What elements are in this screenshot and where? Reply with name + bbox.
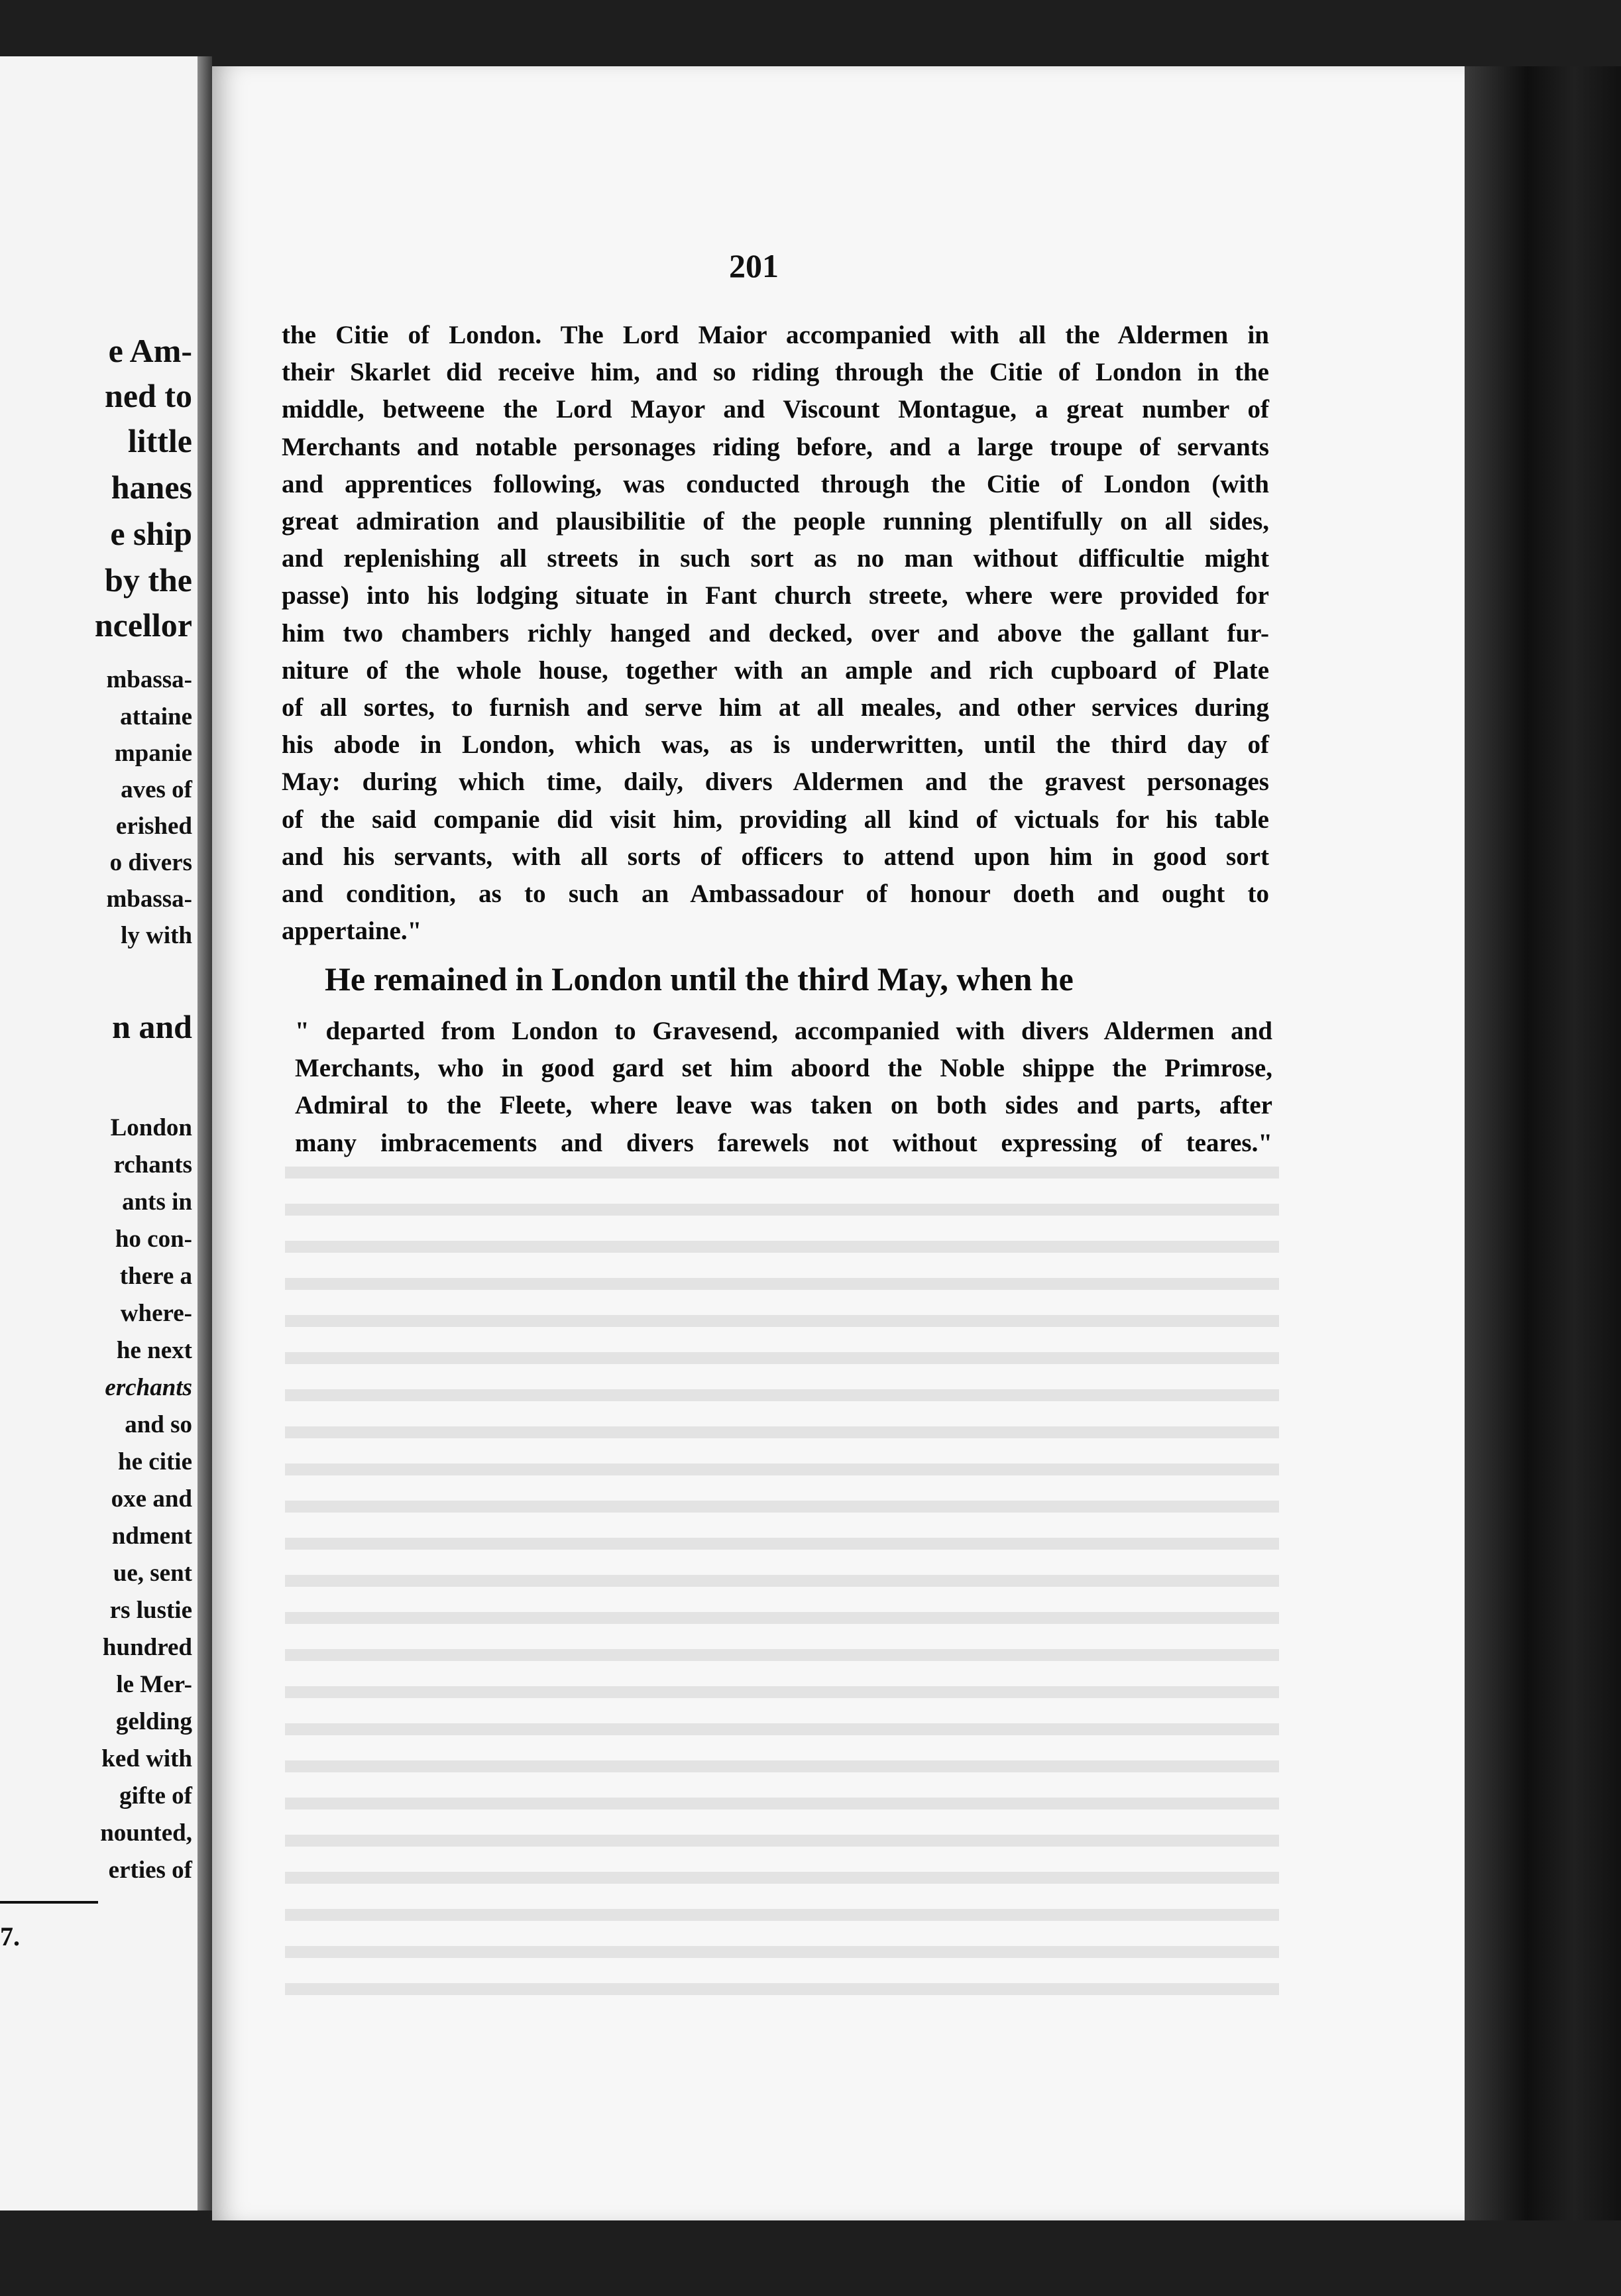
- left-page-line: ndment: [111, 1522, 192, 1550]
- left-page-line: mbassa-: [106, 666, 192, 693]
- text-line: the Citie of London. The Lord Maior accompanied with all the Aldermen in: [282, 321, 1269, 349]
- text-line: of the said companie did visit him, providing all kind of victuals for his table: [282, 805, 1269, 834]
- left-page-line: there a: [119, 1263, 192, 1290]
- text-line: May: during which time, daily, divers Aldermen and the gravest personages: [282, 768, 1269, 797]
- quoted-passage: [282, 317, 1269, 950]
- left-page-line: le Mer-: [116, 1671, 192, 1698]
- text-line: passe) into his lodging situate in Fant church streete, where were provided for: [282, 581, 1269, 610]
- left-page-line: hundred: [102, 1634, 192, 1661]
- text-line: him two chambers richly hanged and decked, over and above the gallant fur-: [282, 618, 1269, 648]
- left-page-line: hanes: [111, 469, 192, 506]
- left-page-line: oxe and: [111, 1485, 192, 1513]
- left-page-line: nounted,: [100, 1819, 192, 1847]
- left-page-line: ho con-: [115, 1226, 192, 1253]
- left-page-line: ncellor: [94, 606, 192, 644]
- left-page-line: London: [110, 1114, 192, 1141]
- text-line: and his servants, with all sorts of officers to attend upon him in good sort: [282, 842, 1269, 871]
- text-line: appertaine.": [282, 917, 422, 946]
- left-page-line: ue, sent: [113, 1560, 192, 1587]
- left-page-line: e Am-: [108, 332, 192, 369]
- text-line: of all sortes, to furnish and serve him at all meales, and other services during: [282, 693, 1269, 722]
- text-line: and replenishing all streets in such sort as no man without difficultie might: [282, 544, 1269, 573]
- text-line: and condition, as to such an Ambassadour of honour doeth and ought to: [282, 880, 1269, 909]
- left-page-line: o divers: [109, 849, 192, 876]
- left-page-line: where-: [120, 1300, 192, 1327]
- text-line: great admiration and plausibilitie of the people running plentifully on all sides,: [282, 507, 1269, 536]
- left-page-line: attaine: [120, 703, 192, 730]
- left-page-line: he citie: [118, 1448, 192, 1475]
- bleed-through-text: [285, 1167, 1279, 1995]
- text-line: many imbracements and divers farewels not without expressing of teares.": [295, 1128, 1272, 1157]
- text-line: middle, betweene the Lord Mayor and Viscount Montague, a great number of: [282, 395, 1269, 424]
- footnote-rule: [0, 1901, 98, 1904]
- left-footnote: 7.: [0, 1922, 20, 1951]
- text-line: Merchants and notable personages riding before, and a large troupe of servants: [282, 432, 1269, 461]
- left-page-line: rchants: [113, 1151, 192, 1178]
- text-line: " departed from London to Gravesend, accompanied with divers Aldermen and: [295, 1017, 1272, 1045]
- left-page-line: ned to: [105, 377, 192, 414]
- left-page-line: gifte of: [119, 1782, 192, 1809]
- left-page-line: by the: [105, 561, 192, 599]
- text-line: and apprentices following, was conducted through the Citie of London (with: [282, 469, 1269, 498]
- page-number: 201: [729, 247, 779, 284]
- left-page-line: and so: [125, 1411, 192, 1438]
- left-page-line: erished: [115, 813, 192, 840]
- text-line: niture of the whole house, together with an ample and rich cupboard of Plate: [282, 656, 1269, 685]
- left-page-line: e ship: [110, 515, 192, 552]
- left-page-line: he next: [116, 1337, 192, 1364]
- left-page-line: gelding: [115, 1708, 192, 1735]
- left-page-line: little: [127, 422, 192, 459]
- left-page-line: mpanie: [114, 740, 192, 767]
- page-edge-shadow: [1465, 66, 1621, 2220]
- book-gutter: [197, 56, 212, 2210]
- narrative-sentence: He remained in London until the third May, when he: [325, 960, 1074, 998]
- text-line: Merchants, who in good gard set him aboord the Noble shippe the Primrose,: [295, 1054, 1272, 1083]
- text-line: their Skarlet did receive him, and so riding through the Citie of London in the: [282, 358, 1269, 387]
- left-page-line: erties of: [108, 1857, 192, 1884]
- left-page-line: ly with: [121, 922, 192, 949]
- left-page-line: ked with: [101, 1745, 192, 1772]
- left-page-line: mbassa-: [106, 886, 192, 913]
- left-page-line: erchants: [105, 1374, 192, 1401]
- left-page-line: aves of: [121, 776, 192, 803]
- text-line: his abode in London, which was, as is underwritten, until the third day of: [282, 730, 1269, 760]
- left-page-line: n and: [112, 1008, 192, 1045]
- left-page-line: rs lustie: [109, 1597, 192, 1624]
- left-page-line: ants in: [122, 1188, 192, 1216]
- text-line: Admiral to the Fleete, where leave was taken on both sides and parts, after: [295, 1091, 1272, 1120]
- left-facing-page: [0, 56, 199, 2210]
- quoted-passage-departure: [295, 1013, 1272, 1162]
